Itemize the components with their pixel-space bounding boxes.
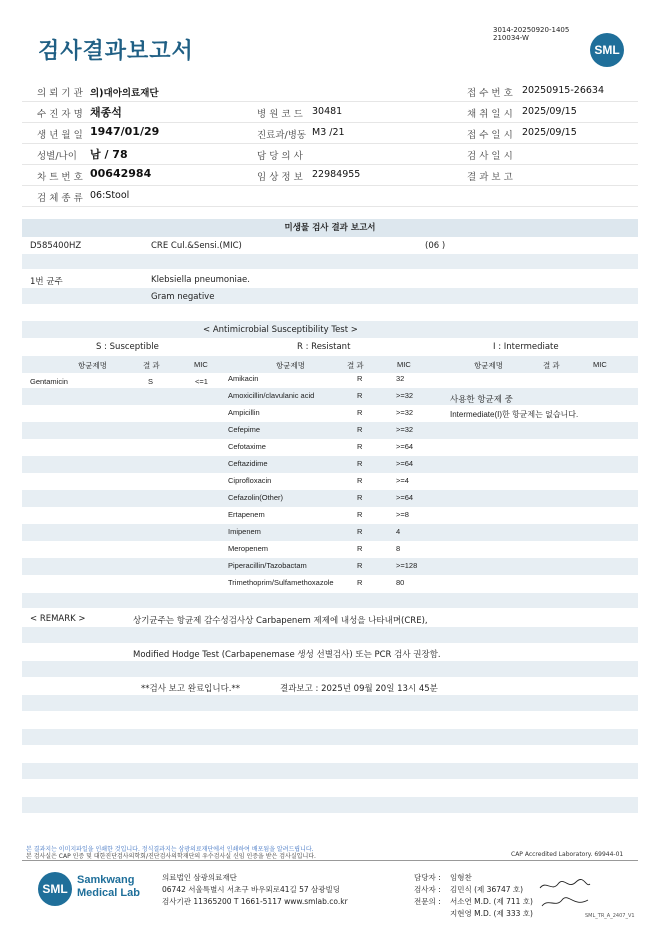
disclaimer-cap: 본 검사실은 CAP 인증 및 대한진단검사의학회/진단검사의학재단의 우수검사실 신임 인증을 받은 검사실입니다.	[26, 853, 316, 860]
col-drug: 항균제명	[276, 361, 305, 370]
drug-name: Cefepime	[228, 425, 261, 434]
drug-result: R	[357, 459, 363, 468]
info-row-specimen: 검 체 종 류 06:Stool	[22, 185, 638, 207]
drug-row	[22, 558, 638, 575]
drug-mic: >=8	[396, 510, 409, 519]
drug-name: Ceftazidime	[228, 459, 268, 468]
drug-result: R	[357, 527, 363, 536]
drug-result: R	[357, 374, 363, 383]
test-suffix: (06 )	[425, 241, 446, 251]
drug-row	[22, 371, 638, 388]
footer-divider	[22, 860, 638, 861]
brand-name: Samkwang Medical Lab	[77, 874, 140, 899]
form-code: SML_TR_A_2407_V1	[585, 913, 635, 919]
drug-result: R	[357, 442, 363, 451]
drug-mic: >=128	[396, 561, 418, 570]
drug-row	[22, 388, 638, 405]
stripe	[22, 288, 638, 304]
left-drug-mic: <=1	[195, 377, 208, 386]
remark-line-2: Modified Hodge Test (Carbapenemase 생성 선별검사) 또는 PCR 검사 권장함.	[133, 650, 441, 660]
drug-row	[22, 541, 638, 558]
drug-mic: >=4	[396, 476, 409, 485]
drug-result: R	[357, 578, 363, 587]
col-result: 결 과	[543, 361, 560, 370]
col-mic: MIC	[397, 360, 411, 369]
report-complete: **검사 보고 완료입니다.**	[141, 684, 241, 694]
test-code: D585400HZ	[30, 241, 82, 251]
drug-result: R	[357, 510, 363, 519]
col-mic: MIC	[194, 360, 208, 369]
drug-mic: 8	[396, 544, 401, 553]
stripe	[22, 695, 638, 711]
report-time: 결과보고 : 2025년 09월 20일 13시 45분	[280, 684, 438, 694]
info-row-chart: 차 트 번 호 00642984 임 상 정 보 22984955 결 과 보 고	[22, 164, 638, 186]
drug-row	[22, 473, 638, 490]
drug-name: Meropenem	[228, 544, 269, 553]
legend-resistant: R : Resistant	[297, 342, 351, 352]
drug-result: R	[357, 476, 363, 485]
section-title: 미생물 검사 결과 보고서	[284, 223, 376, 233]
sml-footer-logo: SML	[38, 872, 72, 906]
col-result: 결 과	[143, 361, 160, 370]
sml-logo: SML	[590, 33, 624, 67]
drug-mic: >=64	[396, 459, 414, 468]
legend-intermediate: I : Intermediate	[493, 342, 559, 352]
drug-row	[22, 490, 638, 507]
info-row-dob: 생 년 월 일 1947/01/29 진료과/병동 M3 /21 접 수 일 시 2025/09/15	[22, 122, 638, 144]
organism-label: 1번 균주	[30, 277, 63, 287]
lab-address: 의료법인 삼광의료재단 06742 서울특별시 서초구 바우뫼로41길 57 삼광빌딩 검사기관 11365200 T 1661-5117 www.smlab.co.kr	[162, 873, 348, 906]
drug-row	[22, 439, 638, 456]
staff-names: 임형찬 김민식 (제 36747 호) 서소연 M.D. (제 711 호) 지현영 M.D. (제 333 호)	[450, 873, 533, 918]
section-title-band	[22, 219, 638, 237]
drug-row	[22, 422, 638, 439]
info-row-sex-age: 성별/나이 남 / 78 담 당 의 사 검 사 일 시	[22, 143, 638, 165]
drug-mic: 32	[396, 374, 405, 383]
test-name: CRE Cul.&Sensi.(MIC)	[151, 241, 242, 251]
note-used: 사용한 항균제 중	[450, 395, 513, 405]
drug-name: Amikacin	[228, 374, 259, 383]
drug-result: R	[357, 425, 363, 434]
drug-mic: 4	[396, 527, 401, 536]
drug-name: Cefazolin(Other)	[228, 493, 284, 502]
drug-mic: >=32	[396, 391, 414, 400]
drug-row	[22, 456, 638, 473]
stripe	[22, 661, 638, 677]
drug-name: Piperacillin/Tazobactam	[228, 561, 307, 570]
remark-label: < REMARK >	[30, 614, 86, 624]
stripe	[22, 593, 638, 608]
drug-mic: >=64	[396, 493, 414, 502]
drug-name: Ampicillin	[228, 408, 260, 417]
left-drug-result: S	[148, 377, 154, 386]
col-drug: 항균제명	[78, 361, 107, 370]
stripe	[22, 254, 638, 269]
stripe	[22, 763, 638, 779]
drug-result: R	[357, 493, 363, 502]
drug-mic: >=64	[396, 442, 414, 451]
col-result: 결 과	[347, 361, 364, 370]
organism-name: Klebsiella pneumoniae.	[151, 275, 250, 285]
ast-title: < Antimicrobial Susceptibility Test >	[203, 325, 358, 335]
document-id: 3014-20250920-1405 210034-W	[493, 26, 570, 42]
drug-result: R	[357, 408, 363, 417]
left-drug-name: Gentamicin	[30, 377, 68, 386]
stripe	[22, 797, 638, 813]
drug-name: Trimethoprim/Sulfamethoxazole	[228, 578, 334, 587]
staff-labels: 담당자 : 검사자 : 전문의 :	[414, 873, 441, 906]
stripe	[22, 627, 638, 643]
drug-result: R	[357, 544, 363, 553]
drug-row	[22, 507, 638, 524]
drug-mic: >=32	[396, 408, 414, 417]
info-row-name: 수 진 자 명 채종석 병 원 코 드 30481 채 취 일 시 2025/09/15	[22, 101, 638, 123]
legend-susceptible: S : Susceptible	[96, 342, 159, 352]
info-row-institution: 의 뢰 기 관 의)대아의료재단 접 수 번 호 20250915-26634	[22, 80, 638, 102]
drug-result: R	[357, 391, 363, 400]
signatures	[538, 878, 593, 912]
drug-mic: >=32	[396, 425, 414, 434]
col-mic: MIC	[593, 360, 607, 369]
cap-accreditation: CAP Accredited Laboratory. 69944-01	[511, 851, 624, 858]
disclaimer-image: 본 결과지는 이미지파일을 인쇄한 것입니다. 정식결과지는 삼광의료재단에서 인쇄하여 배포됨을 알려드립니다.	[26, 846, 314, 853]
remark-line-1: 상기균주는 항균제 감수성검사상 Carbapenem 제제에 내성을 나타내며(CRE),	[133, 616, 428, 626]
drug-name: Imipenem	[228, 527, 261, 536]
drug-name: Amoxicillin/clavulanic acid	[228, 391, 315, 400]
drug-name: Cefotaxime	[228, 442, 266, 451]
stripe	[22, 729, 638, 745]
col-drug: 항균제명	[474, 361, 503, 370]
drug-row	[22, 524, 638, 541]
gram-stain: Gram negative	[151, 292, 215, 302]
report-title: 검사결과보고서	[38, 39, 194, 64]
note-intermediate: Intermediate(I)한 항균제는 없습니다.	[450, 410, 579, 419]
drug-result: R	[357, 561, 363, 570]
drug-name: Ertapenem	[228, 510, 265, 519]
drug-name: Ciprofloxacin	[228, 476, 272, 485]
drug-row	[22, 575, 638, 592]
drug-mic: 80	[396, 578, 405, 587]
